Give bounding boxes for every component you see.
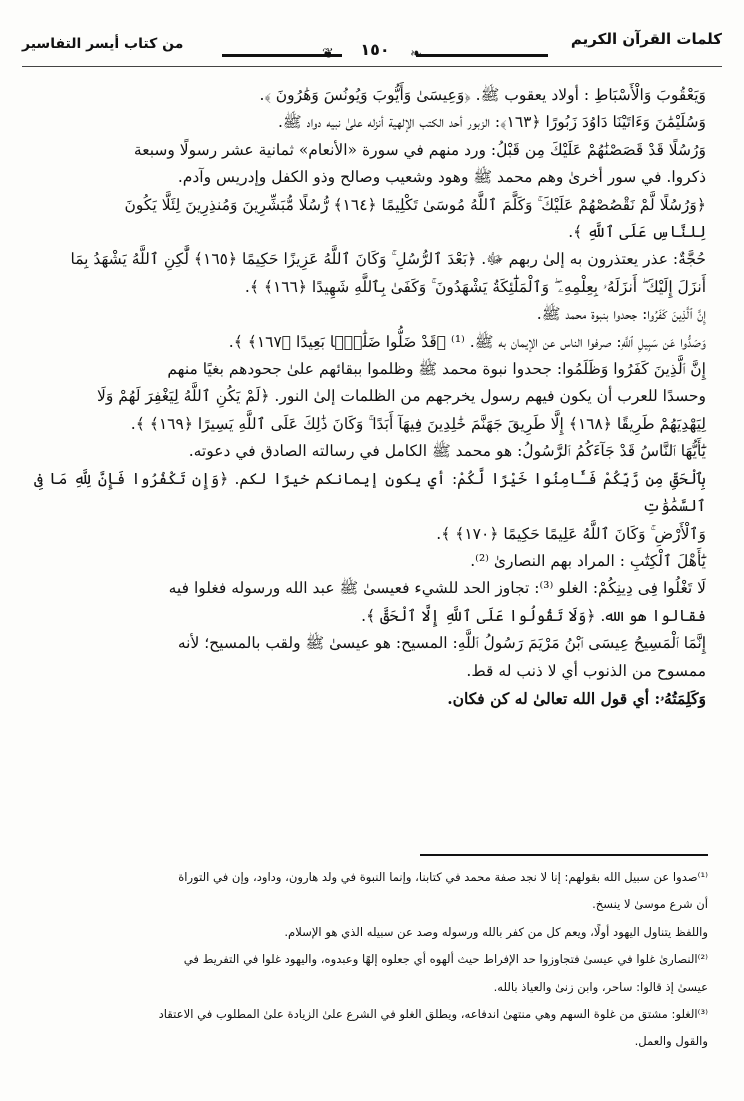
ornament-right-icon: ❧ [410, 46, 422, 62]
text-line: ممسوح من الذنوب أي لا ذنب له قط. [466, 661, 706, 680]
text-line: يَٰٓأَهْلَ ٱلْكِتَٰبِ : المراد بهم النصارىٰ ⁽²⁾. [470, 551, 706, 570]
text-line: وحسدًا للعرب أن يكون فيهم رسول يخرجهم من الظلمات إلىٰ النور. ﴿لَمْ يَكُنِ ٱللَّهُ لِيَغْفِرَ لَهُمْ وَلَا [97, 387, 706, 406]
ornament-left-icon: ❦ [322, 46, 334, 62]
page-number: ١٥٠ [360, 40, 390, 59]
text-line: وَرُسُلًا قَدْ قَصَصْنَٰهُمْ عَلَيْكَ مِن قَبْلُ: ورد منهم في سورة «الأنعام» ثمانية عشر رسولًا وسبعة [133, 140, 706, 159]
footnote-line: أن شرع موسىٰ لا ينسخ. [592, 897, 708, 912]
text-line: أَنزَلَ إِلَيْكَ ۖ أَنزَلَهُۥ بِعِلْمِهِۦ ۖ وَٱلْمَلَٰٓئِكَةُ يَشْهَدُونَ ۚ وَكَفَىٰ بِٱللَّهِ شَهِيدًا ﴿١٦٦﴾ ﴾. [244, 277, 706, 296]
text-line: حُجَّةٌ: عذر يعتذرون به إلىٰ ربهم ﷻ. ﴿بَعْدَ ٱلرُّسُلِ ۚ وَكَانَ ٱللَّهُ عَزِيزًا حَكِيمًا ﴿١٦٥﴾ لَّٰكِنِ ٱللَّهُ يَشْهَدُ بِمَا [70, 250, 706, 269]
text-line: ذكروا. في سور أخرىٰ وهم محمد ﷺ وهود وشعيب وصالح وذو الكفل وإدريس وآدم. [177, 168, 706, 187]
source-title: من كتاب أيسر التفاسير [22, 36, 184, 52]
text-line: وَكَلِمَتُهُۥ: أي قول الله تعالىٰ له كن فكان. [447, 688, 706, 708]
footnote-line: عيسىٰ إذ قالوا: ساحر، وابن زنىٰ والعياذ بالله. [493, 979, 708, 994]
text-line: بِٱلْحَقِّ مِن رَّبِّكُمْ فَـَٔامِنُوا خَيْرًا لَّكُمْ: أي يكون إيمانكم خيرًا لكم. ﴿وَإِن تَكْفُرُوا فَإِنَّ لِلَّهِ مَا فِى ٱلسَّمَٰوَٰتِ [34, 469, 706, 516]
text-line: إِنَّ ٱلَّذِينَ كَفَرُوا وَظَلَمُوا: جحدوا نبوة محمد ﷺ وظلموا ببقائهم علىٰ جحودهم بغيًا منهم [167, 360, 706, 379]
text-line: لِلنَّاسِ عَلَى ٱللَّهِ ﴾. [568, 223, 706, 242]
header-underline [22, 66, 722, 67]
text-line: إِنَّمَا ٱلْمَسِيحُ عِيسَى ٱبْنُ مَرْيَمَ رَسُولُ ٱللَّهِ: المسيح: هو عيسىٰ ﷺ ولقب بالمسيح؛ لأنه [177, 634, 706, 653]
text-line: يَٰٓأَيُّهَا ٱلنَّاسُ قَدْ جَآءَكُمُ ٱلرَّسُولُ: هو محمد ﷺ الكامل في رسالته الصادق في دعوته. [188, 442, 706, 461]
footnote-line: ⁽²⁾النصارىٰ غلوا في عيسىٰ فتجاوزوا حد الإفراط حيث ألهوه أي جعلوه إلهًا وعبدوه، واليهود غلوا في التفريط في [183, 952, 708, 967]
footnote-line: ⁽³⁾الغلو: مشتق من غلوة السهم وهي منتهىٰ اندفاعه، ويطلق الغلو في الشرع علىٰ الزيادة علىٰ المطلوب في الاعتقاد [158, 1006, 708, 1021]
footnote-line: والقول والعمل. [634, 1034, 708, 1049]
text-line: لَا تَغْلُوا فِى دِينِكُمْ: الغلو ⁽³⁾: تجاوز الحد للشيء فعيسىٰ ﷺ عبد الله ورسوله فغلوا فيه [168, 579, 706, 598]
footnote-line: ⁽¹⁾صدوا عن سبيل الله بقولهم: إنا لا نجد صفة محمد في كتابنا، وإنما النبوة في ولد هارون، وداود، وإن في التوراة [178, 870, 708, 884]
text-line: إِنَّ ٱلَّذِينَ كَفَرُوا: جحدوا بنبوة محمد ﷺ. [536, 305, 706, 324]
page-header [22, 22, 722, 68]
book-title: كلمات القرآن الكريم [570, 30, 722, 48]
main-text [34, 82, 706, 712]
header-rule-right [416, 54, 548, 57]
text-line: ﴿وَرُسُلًا لَّمْ نَقْصُصْهُمْ عَلَيْكَ ۚ وَكَلَّمَ ٱللَّهُ مُوسَىٰ تَكْلِيمًا ﴿١٦٤﴾ رُّسُلًا مُّبَشِّرِينَ وَمُنذِرِينَ لِئَلَّا يَكُونَ [124, 195, 706, 214]
footnotes [30, 866, 708, 1058]
footnote-separator [420, 854, 708, 856]
text-line: وَٱلْأَرْضِ ۚ وَكَانَ ٱللَّهُ عَلِيمًا حَكِيمًا ﴿١٧٠﴾ ﴾. [436, 524, 706, 543]
text-line: وَسُلَيْمَٰنَ وَءَاتَيْنَا دَاوُدَ زَبُورًا ﴿١٦٣﴾: الزبور أحد الكتب الإلهية أنزله علىٰ نبيه دواد ﷺ. [277, 113, 706, 132]
text-line: لِيَهْدِيَهُمْ طَرِيقًا ﴿١٦٨﴾ إِلَّا طَرِيقَ جَهَنَّمَ خَٰلِدِينَ فِيهَآ أَبَدًا ۚ وَكَانَ ذَٰلِكَ عَلَى ٱللَّهِ يَسِيرًا ﴿١٦٩﴾ ﴾. [130, 414, 706, 433]
text-line: وَصَدُّوا عَن سَبِيلِ ٱللَّهِ: صرفوا الناس عن الإيمان به ﷺ. ⁽¹⁾ ﴿قَدْ ضَلُّوا ضَلَٰلًۢا بَعِيدًا ﴿١٦٧﴾ ﴾. [228, 332, 706, 351]
text-line: فقالوا هو الله. ﴿وَلَا تَقُولُوا عَلَى ٱللَّهِ إِلَّا ٱلْحَقَّ ﴾. [361, 606, 706, 625]
footnote-line: واللفظ يتناول اليهود أولًا، ويعم كل من كفر بالله ورسوله وصد عن سبيله الذي هو الإسلام. [284, 924, 708, 939]
text-line: وَيَعْقُوبَ وَالْأَسْبَاطِ : أولاد يعقوب ﷺ. ﴿وَعِيسَىٰ وَأَيُّوبَ وَيُونُسَ وَهَٰرُونَ ﴾. [259, 86, 706, 104]
